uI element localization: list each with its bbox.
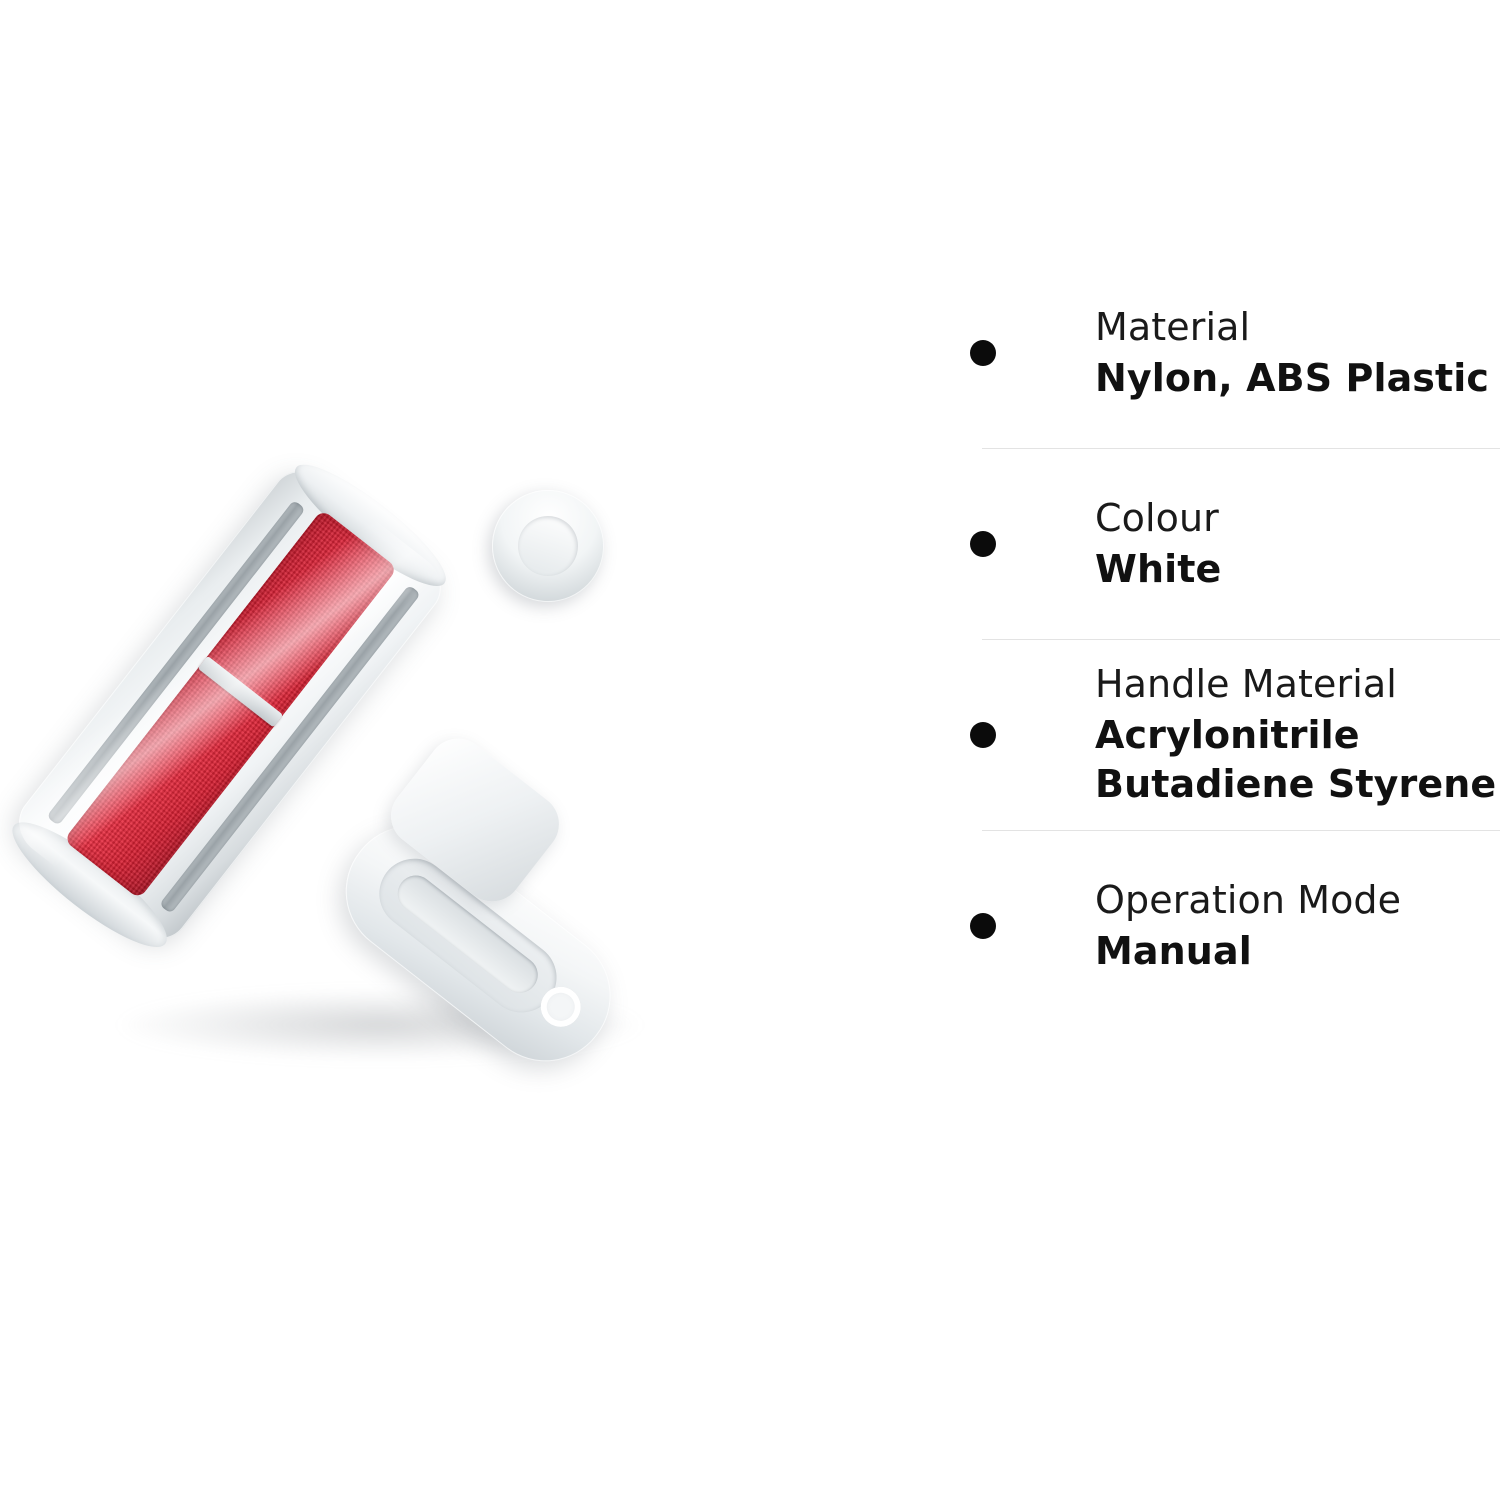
bullet-col <box>970 913 1095 939</box>
spec-label: Material <box>1095 304 1251 349</box>
product-illustration <box>100 430 740 1110</box>
spec-value: White <box>1095 546 1222 591</box>
spec-label: Colour <box>1095 495 1219 540</box>
spec-text <box>1095 660 1500 809</box>
spec-row <box>970 449 1500 639</box>
spec-value: Acrylonitrile Butadiene Styrene <box>1095 712 1497 807</box>
spec-label: Handle Material <box>1095 662 1397 707</box>
spec-text <box>1095 303 1500 403</box>
spec-row <box>970 258 1500 448</box>
spec-value: Manual <box>1095 928 1252 973</box>
spec-row <box>970 640 1500 830</box>
bullet-col <box>970 531 1095 557</box>
bullet-col <box>970 722 1095 748</box>
spec-text <box>1095 494 1500 594</box>
bullet-col <box>970 340 1095 366</box>
bullet-icon <box>970 531 996 557</box>
bullet-icon <box>970 913 996 939</box>
bullet-icon <box>970 340 996 366</box>
roller-pivot-knob <box>469 467 626 624</box>
spec-row <box>970 831 1500 1021</box>
spec-list-pane <box>840 0 1500 1500</box>
bullet-icon <box>970 722 996 748</box>
spec-list <box>970 258 1500 1021</box>
roller-pivot-knob-inner <box>506 504 590 588</box>
spec-value: Nylon, ABS Plastic <box>1095 355 1490 400</box>
spec-text <box>1095 876 1500 976</box>
spec-label: Operation Mode <box>1095 877 1402 922</box>
